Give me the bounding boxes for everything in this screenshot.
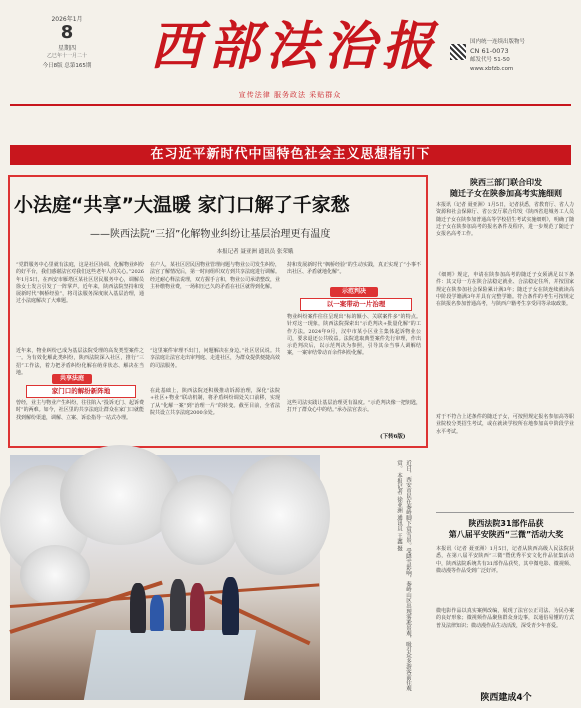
date-day: 8 bbox=[60, 22, 74, 43]
glass-walkway bbox=[84, 630, 256, 700]
right-story-1-more: 《细则》规定，申请在陕参加高考的随迁子女须满足以下条件：其父母一方在陕合法稳定就业、合法稳定住所，并按国家规定在陕参加社会保险累计满3年；随迁子女在陕连续就读高中阶段学籍满3年并具有完整学籍。符合条件的考生可按规定在陕报名参加普通高考，与陕西户籍考生享受同等录取政策。 bbox=[436, 272, 574, 308]
right-headline-1-line2: 随迁子女在陕参加高考实施细则 bbox=[450, 189, 562, 198]
person-figure bbox=[190, 583, 205, 631]
section-tag-1: 共享法庭 bbox=[52, 374, 92, 384]
date-lunar: 乙巳年十一月二十 bbox=[46, 53, 87, 59]
issue-info: 今日8版 总第165期 bbox=[42, 63, 92, 69]
story-col2-intro: 在户人，某社区居民因物业管理问题与物业公司发生纠纷，法官了解情况后，第一时间组织双方到共享法庭进行调解。经过耐心释法说理，双方握手言和，物业公司承诺整改，业主补缴物业费，一场积压已久的矛盾在社区就得到化解。 bbox=[150, 262, 281, 290]
section-tag-2: 示范判决 bbox=[330, 287, 378, 297]
slogan: 宣传法律 服务政法 采贴群众 bbox=[238, 91, 342, 99]
cn-label: 国内统一连续出版物号 bbox=[470, 39, 526, 45]
child-figure bbox=[150, 595, 164, 631]
post-code: 邮发代号 51-50 bbox=[470, 57, 510, 63]
story-col1-tail: 曾经，业主与物业产生纠纷，往往陷入“投诉无门、起诉费时”的两难。如今，社区里的共享法庭让群众在家门口就能找到解纷渠道，调解、立案、诉讼指导一站式办理。 bbox=[16, 400, 144, 421]
date-year-month: 2026年1月 bbox=[51, 16, 83, 23]
newspaper-title: 西部法治报 bbox=[150, 16, 441, 77]
right-headline-2-line1: 陕西法院31部作品获 bbox=[468, 519, 544, 528]
person-figure bbox=[130, 583, 146, 633]
right-divider bbox=[436, 512, 574, 513]
right-headline-1-line1: 陕西三部门联合印发 bbox=[470, 178, 542, 187]
person-figure bbox=[170, 579, 186, 631]
main-subhead: ——陕西法院“三招”化解物业纠纷让基层治理更有温度 bbox=[90, 229, 331, 240]
story-col3-tail: 这些司法实践让基层治理更有温度。“示范判决像一把钥匙，打开了群众心中的结。”承办法官表示。 bbox=[287, 400, 421, 414]
photo-caption-text: 近日，西安市民在秦岭脚下赏雪景。受降雪影响，秦岭山区出现雾凇景观，吸引众多游客前往观赏。 bbox=[396, 460, 411, 691]
snow-tree bbox=[230, 455, 330, 575]
banner-title: 在习近平新时代中国特色社会主义思想指引下 bbox=[150, 147, 431, 162]
section-heading-1: 家门口的解纷新阵地 bbox=[26, 385, 136, 398]
police-figure bbox=[222, 577, 239, 635]
photo-caption bbox=[322, 460, 412, 700]
right-story-1-tail: 对于不符合上述条件的随迁子女，可按照规定报名参加高等职业院校分类招生考试，或在就读学校所在地参加高中阶段学业水平考试。 bbox=[436, 414, 574, 435]
right-story-2-intro: 本报讯（记者 聂亚洲）1月5日，记者从陕西高级人民法院获悉，在第八届平安陕西“三微”暨优秀平安文化作品征集活动中，陕西法院系统共有31部作品获奖，其中微电影、微视频、微动漫等作品受到广泛好评。 bbox=[436, 546, 574, 574]
right-headline-1 bbox=[436, 177, 576, 199]
main-byline: 本报记者 聂亚洲 通讯员 张荣娥 bbox=[216, 249, 294, 255]
qr-code-icon bbox=[450, 44, 466, 60]
right-story-2-more: 微电影作品以真实案例改编，展现了法官公正司法、为民办案的良好形象；微视频作品聚焦群众身边事，以通俗易懂的方式普及法律知识；微动漫作品生动活泼，深受青少年喜爱。 bbox=[436, 608, 574, 629]
story-col2-more: “这里案件审理不出门，问题解决在身边。”社区居民说。共享法庭让法官走出审判庭、走进社区，为群众提供便捷高效的司法服务。 bbox=[150, 348, 281, 369]
right-headline-2-line2: 第八届平安陕西“三微”活动大奖 bbox=[448, 530, 564, 539]
right-bottom-headline: 陕西建成4个 bbox=[480, 693, 532, 703]
main-headline: 小法庭“共享”大温暖 家门口解了千家愁 bbox=[14, 194, 350, 216]
snow-scene-photo bbox=[10, 455, 320, 700]
story-col1-intro: “党群服务中心里就有法庭，这是社区协调、化解物业纠纷的好平台，我们感谢法官对我们这些老年人的关心。”2026年1月5日，在西安市雁塔区某社区居民服务中心，调解员徐女士发言引发了一阵掌声。近年来，陕西法院坚持和发展新时代“枫桥经验”，将司法服务深度嵌入基层治理，通过小法庭解决了大难题。 bbox=[16, 262, 144, 305]
cn-number: CN 61-0073 bbox=[470, 47, 509, 55]
website: www.xbfzb.com bbox=[470, 66, 514, 72]
right-story-1-intro: 本报讯（记者 聂亚洲）1月5日，记者获悉，省教育厅、省人力资源和社会保障厅、省公安厅联合印发《陕西省进城务工人员随迁子女在陕参加普通高等学校招生考试实施细则》，明确了随迁子女在陕参加高考的报名条件及程序，进一步规范了随迁子女报名高考工作。 bbox=[436, 202, 574, 238]
right-headline-2 bbox=[436, 518, 576, 540]
issue-date-box bbox=[22, 14, 112, 69]
story-col1-more: 近年来，物业纠纷已成为基层法院受理的高发类型案件之一。为有效化解此类纠纷，陕西法院深入社区，推行“三招”工作法，着力把矛盾纠纷化解在萌芽状态、解决在当地。 bbox=[16, 348, 144, 376]
snow-tree bbox=[20, 545, 90, 605]
photo-credit: 本报记者 徐亚洲 通讯员 王鑫 摄 bbox=[396, 472, 402, 552]
date-weekday: 星期四 bbox=[57, 45, 76, 52]
publication-info bbox=[470, 38, 580, 74]
story-col2-tail: 在此基础上，陕西法院还积极推动诉源治理，深化“法院+社区+物业”联动机制，将矛盾纠纷调处关口前移，实现了从“化解一案”到“治理一片”的转变。截至目前，全省法院共设立共享法庭2000余处。 bbox=[150, 388, 280, 416]
story-col3-intro: 持和发展新时代“枫桥经验”的生动实践，真正实现了“小事不出社区、矛盾就地化解”。 bbox=[287, 262, 421, 276]
section-heading-2: 以一案带动一片治理 bbox=[300, 298, 412, 311]
snow-tree bbox=[160, 475, 240, 565]
continue-note: (下转6版) bbox=[380, 434, 406, 440]
story-col3-more: 物业纠纷案件往往呈现出“标的额小、关联案件多”的特点。针对这一现象，陕西法院探索出“示范判决+批量化解”的工作方法。2024年9月，汉中市某小区业主集体起诉物业公司，要求退还公共收益。法院选取典型案件先行审理，作出示范判决后，以示范判决为参照，引导其余当事人调解结案，一案审结带动百余件纠纷化解。 bbox=[287, 314, 421, 357]
masthead-divider bbox=[10, 104, 571, 106]
